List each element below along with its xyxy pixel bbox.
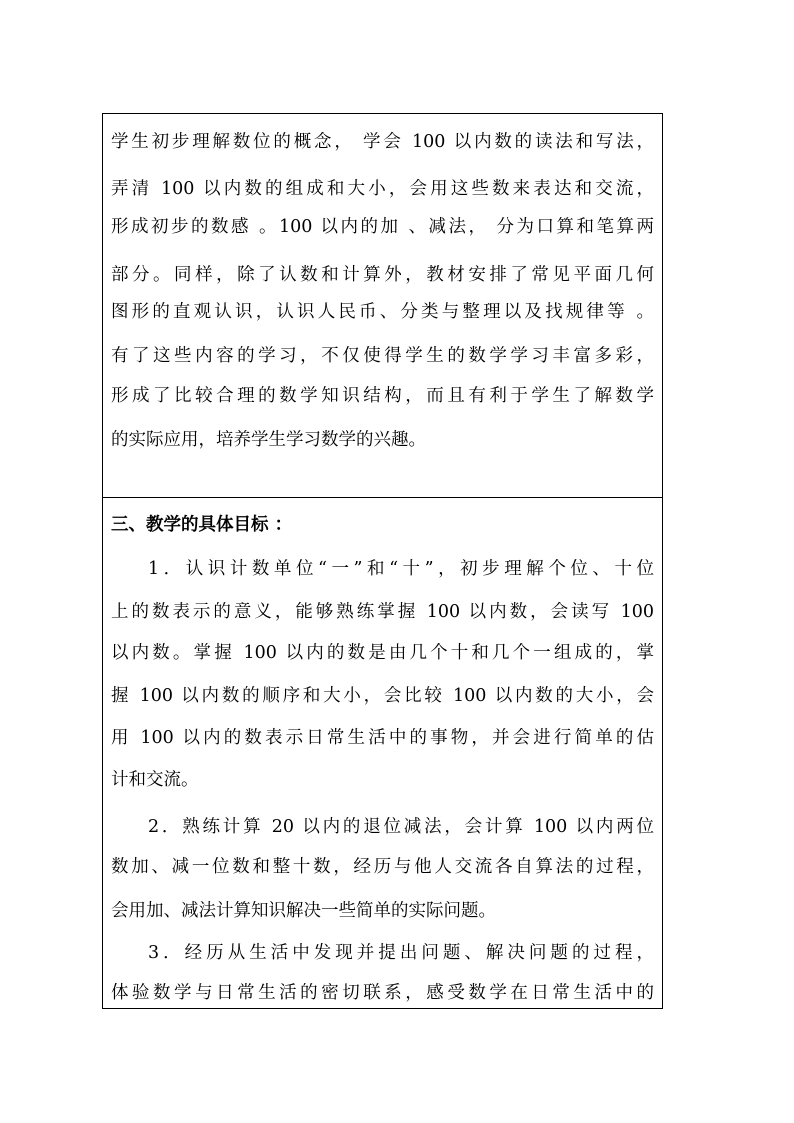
intro-line-6: 有了这些内容的学习，不仅使得学生的数学学习丰富多彩， xyxy=(111,346,654,366)
goal3-line-1: 3．经历从生活中发现并提出问题、解决问题的过程， xyxy=(148,943,654,963)
intro-cell xyxy=(103,114,662,498)
goals-heading: 三、教学的具体目标 ： xyxy=(111,515,293,535)
goal3-line-2: 体验数学与日常生活的密切联系，感受数学在日常生活中的 xyxy=(111,983,654,1003)
goal2-line-3: 会用加、减法计算知识解决一些简单的实际问题。 xyxy=(111,901,496,921)
goal1-line-1: 1．认识计数单位“一”和“十”，初步理解个位、十位 xyxy=(148,559,654,579)
goal2-line-2: 数加、减一位数和整十数，经历与他人交流各自算法的过程， xyxy=(111,857,654,877)
goal1-line-3: 以内数。掌握 100 以内的数是由几个十和几个一组成的，掌 xyxy=(111,643,654,663)
goal1-line-2: 上的数表示的意义，能够熟练掌握 100 以内数，会读写 100 xyxy=(111,602,654,622)
goal1-line-6: 计和交流。 xyxy=(111,770,199,790)
intro-line-2: 弄清 100 以内数的组成和大小，会用这些数来表达和交流， xyxy=(111,179,654,199)
intro-line-5: 图形的直观认识，认识人民币、分类与整理以及找规律等 。 xyxy=(111,302,654,322)
goal1-line-5: 用 100 以内的数表示日常生活中的事物，并会进行简单的估 xyxy=(111,728,654,748)
goals-cell xyxy=(103,498,662,1008)
intro-line-3: 形成初步的数感 。100 以内的加 、减法， 分为口算和笔算两 xyxy=(111,217,654,237)
goal2-line-1: 2．熟练计算 20 以内的退位减法，会计算 100 以内两位 xyxy=(148,817,654,837)
intro-line-4: 部分。同样，除了认数和计算外，教材安排了常见平面几何 xyxy=(111,265,654,285)
goal1-line-4: 握 100 以内数的顺序和大小，会比较 100 以内数的大小，会 xyxy=(111,686,654,706)
content-table xyxy=(102,113,663,1009)
intro-line-8: 的实际应用，培养学生学习数学的兴趣。 xyxy=(111,430,426,450)
intro-line-1: 学生初步理解数位的概念， 学会 100 以内数的读法和写法， xyxy=(111,132,654,152)
intro-line-7: 形成了比较合理的数学知识结构，而且有利于学生了解数学 xyxy=(111,386,654,406)
